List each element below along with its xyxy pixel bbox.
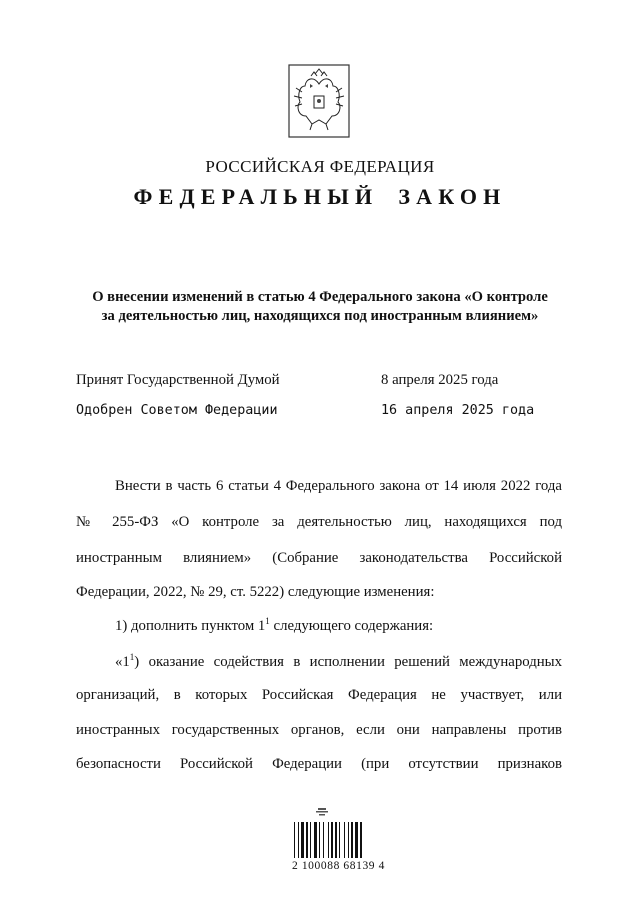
barcode-number: 2 100088 68139 4 [292, 860, 385, 872]
body-line: Федерации, 2022, № 29, ст. 5222) следующие изменения: [76, 584, 435, 600]
barcode-bar [310, 822, 311, 858]
barcode [288, 806, 384, 866]
council-date: 16 апреля 2025 года [381, 403, 535, 418]
doc-type-word-2: ЗАКОН [398, 184, 507, 209]
document-type [0, 184, 640, 210]
body-line-new-point [115, 654, 562, 671]
amendment-text-tail: следующего содержания: [269, 618, 434, 634]
new-point-superscript: 1 [129, 652, 135, 662]
barcode-bar [355, 822, 358, 858]
duma-label: Принят Государственной Думой [76, 372, 280, 388]
barcode-bar [323, 822, 324, 858]
barcode-bar [319, 822, 320, 858]
barcode-bar [331, 822, 333, 858]
barcode-bar [360, 822, 362, 858]
barcode-bar [335, 822, 337, 858]
body-line: организаций, в которых Российская Федерация не участвует, или [76, 687, 562, 703]
law-title [60, 288, 580, 326]
new-point-open: «1 [115, 654, 130, 670]
law-title-line-2: за деятельностью лиц, находящихся под иностранным влиянием» [101, 308, 539, 324]
barcode-bar [294, 822, 295, 858]
body-line: Внести в часть 6 статьи 4 Федерального закона от 14 июля 2022 года [115, 478, 562, 494]
doc-type-word-1: ФЕДЕРАЛЬНЫЙ [133, 184, 379, 209]
amendment-text: 1) дополнить пунктом 1 [115, 618, 266, 634]
duma-date: 8 апреля 2025 года [381, 372, 499, 388]
body-line: безопасности Российской Федерации (при отсутствии признаков [76, 756, 562, 772]
law-title-line-1: О внесении изменений в статью 4 Федерального закона «О контроле [92, 289, 548, 305]
new-point-text: ) оказание содействия в исполнении решений международных [134, 654, 562, 670]
russian-coat-of-arms-emblem [288, 64, 350, 138]
barcode-bar [298, 822, 299, 858]
barcode-bar [306, 822, 308, 858]
body-line: иностранных государственных органов, если они направлены против [76, 722, 562, 738]
barcode-bar [328, 822, 329, 858]
barcode-bar [344, 822, 345, 858]
body-line: иностранным влиянием» (Собрание законодательства Российской [76, 550, 562, 566]
barcode-bar [348, 822, 349, 858]
barcode-bar [301, 822, 304, 858]
amendment-superscript: 1 [265, 616, 270, 626]
barcode-bar [314, 822, 317, 858]
body-line-amendment-point [115, 618, 562, 635]
barcode-bar [351, 822, 353, 858]
body-line: № 255-ФЗ «О контроле за деятельностью лиц, находящихся под [76, 514, 562, 530]
barcode-bar [339, 822, 340, 858]
council-label: Одобрен Советом Федерации [76, 403, 278, 418]
country-name: РОССИЙСКАЯ ФЕДЕРАЦИЯ [205, 157, 435, 176]
